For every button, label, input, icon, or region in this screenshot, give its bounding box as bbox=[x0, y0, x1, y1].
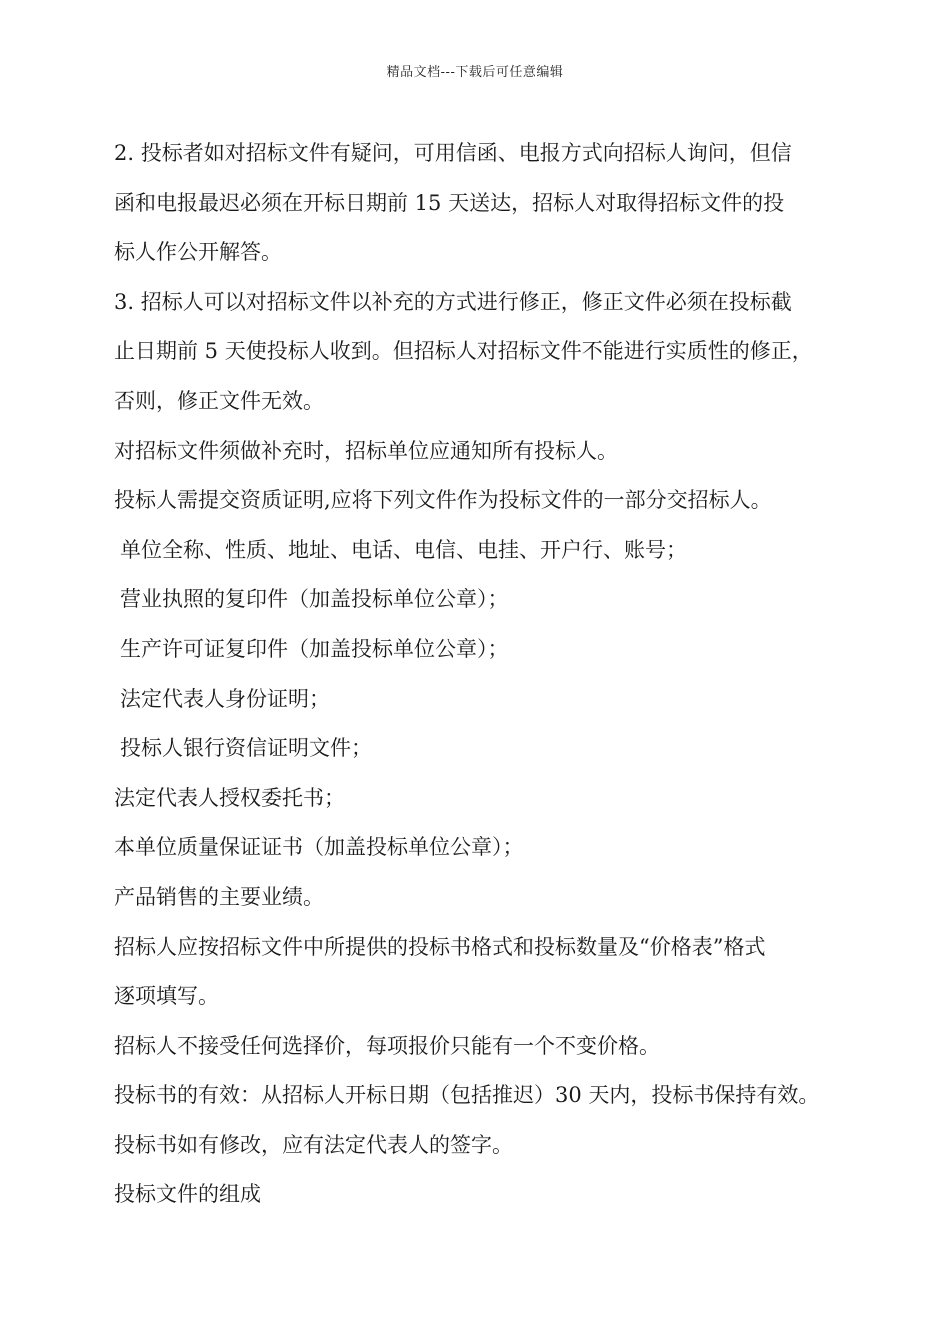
paragraph-line: 2. 投标者如对招标文件有疑问，可用信函、电报方式向招标人询问，但信 bbox=[114, 141, 792, 165]
paragraph-line: 投标人需提交资质证明,应将下列文件作为投标文件的一部分交招标人。 bbox=[114, 488, 772, 513]
list-item: 投标人银行资信证明文件； bbox=[120, 736, 372, 761]
section-heading: 投标文件的组成 bbox=[114, 1182, 261, 1207]
paragraph-line: 投标书的有效：从招标人开标日期（包括推迟）30 天内，投标书保持有效。 bbox=[114, 1083, 820, 1108]
paragraph-line: 3. 招标人可以对招标文件以补充的方式进行修正，修正文件必须在投标截 bbox=[114, 289, 792, 314]
list-item: 产品销售的主要业绩。 bbox=[114, 884, 324, 909]
paragraph-line: 否则，修正文件无效。 bbox=[114, 388, 324, 413]
document-body bbox=[114, 129, 856, 1220]
paragraph-line: 招标人应按招标文件中所提供的投标书格式和投标数量及“价格表”格式 bbox=[114, 934, 766, 959]
paragraph-line: 投标书如有修改，应有法定代表人的签字。 bbox=[114, 1132, 513, 1157]
list-item: 本单位质量保证证书（加盖投标单位公章）； bbox=[114, 835, 524, 860]
paragraph-line: 逐项填写。 bbox=[114, 984, 219, 1009]
list-item: 法定代表人身份证明； bbox=[120, 686, 330, 711]
paragraph-line: 对招标文件须做补充时，招标单位应通知所有投标人。 bbox=[114, 438, 618, 463]
list-item: 法定代表人授权委托书； bbox=[114, 785, 345, 810]
list-item: 营业执照的复印件（加盖投标单位公章）； bbox=[120, 587, 509, 612]
paragraph-line: 函和电报最迟必须在开标日期前 15 天送达，招标人对取得招标文件的投 bbox=[114, 190, 785, 215]
list-item: 生产许可证复印件（加盖投标单位公章）； bbox=[120, 636, 509, 661]
paragraph-line: 标人作公开解答。 bbox=[114, 240, 282, 265]
paragraph-line: 招标人不接受任何选择价，每项报价只能有一个不变价格。 bbox=[114, 1033, 660, 1058]
paragraph-line: 止日期前 5 天使投标人收到。但招标人对招标文件不能进行实质性的修正， bbox=[114, 339, 813, 364]
list-item: 单位全称、性质、地址、电话、电信、电挂、开户行、账号； bbox=[120, 537, 687, 562]
page-header: 精品文档---下载后可任意编辑 bbox=[386, 65, 564, 80]
